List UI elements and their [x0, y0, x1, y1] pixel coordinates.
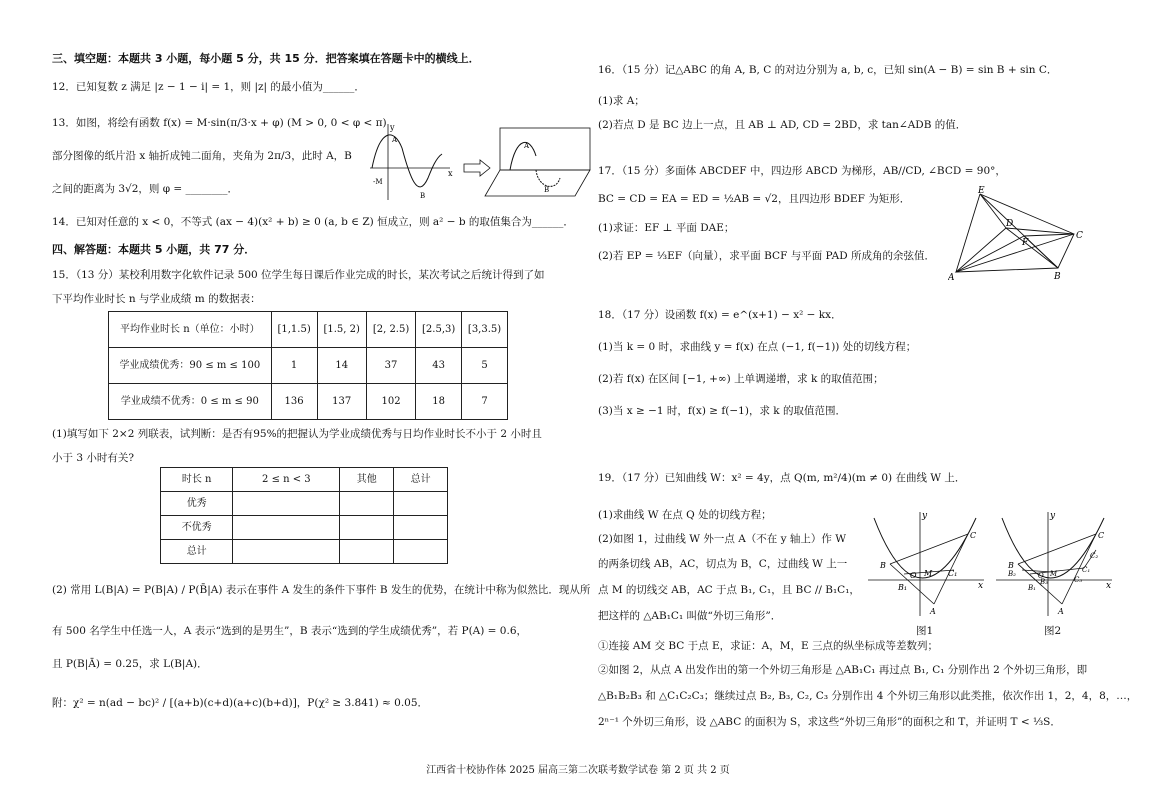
empty-cell	[340, 516, 394, 540]
question-18-part3: (3)当 x ≥ −1 时，f(x) ≥ f(−1)，求 k 的取值范围．	[598, 405, 846, 417]
table-row	[161, 516, 448, 540]
header-cell: 平均作业时长 n（单位：小时）	[109, 312, 272, 348]
question-18-part2: (2)若 f(x) 在区间 [−1, +∞) 上单调递增，求 k 的取值范围；	[598, 373, 884, 385]
table-cell: 18	[416, 384, 462, 420]
svg-text:C: C	[970, 531, 977, 540]
question-15-part2-line2: 有 500 名学生中任选一人，A 表示“选到的是男生”，B 表示“选到的学生成绩优秀”，若 P(A) = 0.6，	[52, 625, 528, 637]
table-cell: 102	[366, 384, 415, 420]
svg-text:B: B	[1008, 561, 1014, 570]
svg-text:C₃: C₃	[1074, 576, 1083, 584]
header-cell: [3,3.5)	[462, 312, 508, 348]
empty-cell	[233, 516, 340, 540]
svg-text:F: F	[1022, 238, 1029, 248]
data-table-header	[109, 312, 508, 348]
svg-text:B₁: B₁	[1028, 584, 1036, 592]
question-18: 18．（17 分）设函数 f(x) = e^(x+1) − x² − kx．	[598, 309, 842, 321]
table-cell: 7	[462, 384, 508, 420]
figure-1-caption: 图1	[916, 625, 934, 637]
svg-text:O: O	[910, 571, 917, 580]
contingency-header	[161, 468, 448, 492]
svg-text:A: A	[1058, 607, 1064, 616]
row-label: 优秀	[161, 492, 233, 516]
table-cell: 137	[317, 384, 366, 420]
svg-text:x: x	[448, 169, 453, 178]
question-15-part2-line3: 且 P(B|Ā) = 0.25，求 L(B|A)．	[52, 658, 208, 670]
question-19-part1: (1)求曲线 W 在点 Q 处的切线方程；	[598, 509, 772, 521]
question-19-part2-line1: (2)如图 1，过曲线 W 外一点 A（不在 y 轴上）作 W	[598, 533, 847, 545]
question-13-line3: 之间的距离为 3√2，则 φ = ________．	[52, 183, 239, 195]
svg-text:B: B	[420, 192, 426, 200]
question-19-step2-line3: 2ⁿ⁻¹ 个外切三角形，设 △ABC 的面积为 S，求这些“外切三角形”的面积之和 T，并证明 T < ⅓S．	[598, 716, 1061, 728]
question-15-part1-line2: 小于 3 小时有关?	[52, 452, 134, 464]
parabola-figure-2	[992, 508, 1116, 624]
table-row	[161, 540, 448, 564]
formula-note: 附：χ² = n(ad − bc)² / [(a+b)(c+d)(a+c)(b+d)]，P(χ² ≥ 3.841) ≈ 0.05．	[52, 697, 429, 709]
header-cell: 2 ≤ n < 3	[233, 468, 340, 492]
question-14: 14．已知对任意的 x < 0，不等式 (ax − 4)(x² + b) ≥ 0 (a, b ∈ Z) 恒成立，则 a² − b 的取值集合为______．	[52, 216, 574, 228]
question-17-part1: (1)求证：EF ⊥ 平面 DAE；	[598, 222, 735, 234]
svg-text:A: A	[930, 607, 936, 616]
question-15-line1: 15．（13 分）某校利用数字化软件记录 500 位学生每日课后作业完成的时长，某次考试之后统计得到了如	[52, 269, 545, 281]
empty-cell	[394, 492, 448, 516]
svg-text:C₂: C₂	[1090, 552, 1099, 560]
svg-text:C: C	[1098, 531, 1105, 540]
table-cell: 43	[416, 348, 462, 384]
table-cell: 136	[271, 384, 317, 420]
question-15-part2-line1: (2) 常用 L(B|A) = P(B|A) / P(B̄|A) 表示在事件 A 发生的条件下事件 B 发生的优势，在统计中称为似然比．现从所	[52, 584, 591, 596]
q13-figure	[360, 118, 600, 203]
empty-cell	[233, 492, 340, 516]
svg-text:B₁: B₁	[898, 583, 908, 592]
page-footer: 江西省十校协作体 2025 届高三第二次联考数学试卷 第 2 页 共 2 页	[426, 765, 730, 776]
question-12: 12．已知复数 z 满足 |z − 1 − i| = 1，则 |z| 的最小值为______．	[52, 81, 365, 93]
empty-cell	[340, 540, 394, 564]
svg-text:B₃: B₃	[1040, 578, 1048, 586]
empty-cell	[340, 492, 394, 516]
svg-text:D: D	[1006, 219, 1014, 229]
data-table	[108, 311, 508, 420]
svg-text:x: x	[1106, 581, 1112, 591]
header-cell: 其他	[340, 468, 394, 492]
svg-text:y: y	[922, 511, 928, 521]
table-row	[109, 348, 508, 384]
svg-text:B₂: B₂	[1008, 570, 1016, 578]
question-17-line1: 17．（15 分）多面体 ABCDEF 中，四边形 ABCD 为梯形，AB//CD, ∠BCD = 90°，	[598, 165, 1006, 177]
header-cell: [1,1.5)	[271, 312, 317, 348]
row-label: 总计	[161, 540, 233, 564]
svg-text:A: A	[392, 136, 398, 144]
empty-cell	[394, 516, 448, 540]
question-15-part1-line1: (1)填写如下 2×2 列联表，试判断：是否有95%的把握认为学业成绩优秀与日均作业时长不小于 2 小时且	[52, 428, 542, 440]
row-label: 学业成绩优秀：90 ≤ m ≤ 100	[109, 348, 272, 384]
svg-text:x: x	[978, 581, 984, 591]
svg-text:y: y	[1050, 511, 1056, 521]
table-cell: 1	[271, 348, 317, 384]
table-row	[161, 492, 448, 516]
svg-text:E: E	[978, 186, 985, 196]
empty-cell	[233, 540, 340, 564]
question-19-part2-line2: 的两条切线 AB，AC，切点为 B，C，过曲线 W 上一	[598, 558, 848, 570]
svg-text:B: B	[880, 561, 886, 570]
svg-text:B: B	[544, 186, 550, 194]
question-13-line1: 13．如图，将绘有函数 f(x) = M·sin(π/3·x + φ) (M > 0, 0 < φ < π)	[52, 117, 387, 129]
question-17-part2: (2)若 EP = ⅓EF（向量），求平面 BCF 与平面 PAD 所成角的余弦值．	[598, 250, 935, 262]
section-4-heading: 四、解答题：本题共 5 小题，共 77 分．	[52, 243, 256, 256]
question-19-step1: ①连接 AM 交 BC 于点 E，求证：A，M，E 三点的纵坐标成等差数列；	[598, 640, 938, 652]
question-15-line2: 下平均作业时长 n 与学业成绩 m 的数据表：	[52, 293, 261, 305]
header-cell: [2.5,3)	[416, 312, 462, 348]
row-label: 学业成绩不优秀：0 ≤ m ≤ 90	[109, 384, 272, 420]
question-17-line2: BC = CD = EA = ED = ½AB = √2，且四边形 BDEF 为矩形．	[598, 193, 911, 205]
question-16: 16．（15 分）记△ABC 的角 A, B, C 的对边分别为 a, b, c，已知 sin(A − B) = sin B + sin C．	[598, 64, 1058, 76]
header-cell: [2, 2.5)	[366, 312, 415, 348]
question-19-step2-line2: △B₁B₂B₃ 和 △C₁C₂C₃；继续过点 B₂, B₃, C₂, C₃ 分别作出 4 个外切三角形以此类推，依次作出 1，2，4，8，…，	[598, 690, 1138, 702]
question-19: 19．（17 分）已知曲线 W：x² = 4y，点 Q(m, m²/4)(m ≠ 0) 在曲线 W 上．	[598, 472, 966, 484]
table-row	[109, 384, 508, 420]
empty-cell	[394, 540, 448, 564]
question-13-line2: 部分图像的纸片沿 x 轴折成钝二面角，夹角为 2π/3，此时 A，B	[52, 150, 352, 162]
svg-text:-M: -M	[373, 178, 383, 186]
question-18-part1: (1)当 k = 0 时，求曲线 y = f(x) 在点 (−1, f(−1)) 处的切线方程；	[598, 341, 917, 353]
svg-text:A: A	[948, 273, 955, 282]
header-cell: 时长 n	[161, 468, 233, 492]
svg-text:M: M	[1050, 570, 1058, 578]
svg-text:C₁: C₁	[1082, 566, 1091, 574]
header-cell: 总计	[394, 468, 448, 492]
question-19-part2-line4: 把这样的 △AB₁C₁ 叫做“外切三角形”．	[598, 610, 782, 622]
table-cell: 14	[317, 348, 366, 384]
question-16-part2: (2)若点 D 是 BC 边上一点，且 AB ⊥ AD, CD = 2BD，求 tan∠ADB 的值．	[598, 119, 967, 131]
svg-text:C: C	[1076, 231, 1083, 241]
question-19-step2-line1: ②如图 2，从点 A 出发作出的第一个外切三角形是 △AB₁C₁ 再过点 B₁, C₁ 分别作出 2 个外切三角形，即	[598, 664, 1088, 676]
table-cell: 37	[366, 348, 415, 384]
contingency-table	[160, 467, 448, 564]
svg-text:y: y	[390, 123, 395, 132]
question-19-part2-line3: 点 M 的切线交 AB，AC 于点 B₁, C₁，且 BC // B₁C₁，	[598, 584, 860, 596]
polyhedron-figure	[948, 184, 1088, 282]
row-label: 不优秀	[161, 516, 233, 540]
section-3-heading: 三、填空题：本题共 3 小题，每小题 5 分，共 15 分．把答案填在答题卡中的横线上．	[52, 52, 480, 65]
svg-text:O: O	[1038, 572, 1044, 580]
table-cell: 5	[462, 348, 508, 384]
svg-text:A: A	[524, 142, 530, 150]
figure-2-caption: 图2	[1044, 625, 1062, 637]
svg-text:M: M	[924, 569, 933, 578]
svg-text:C₁: C₁	[948, 569, 958, 578]
question-16-part1: (1)求 A；	[598, 95, 645, 107]
svg-text:B: B	[1054, 272, 1061, 282]
parabola-figure-1	[864, 508, 988, 624]
header-cell: [1.5, 2)	[317, 312, 366, 348]
